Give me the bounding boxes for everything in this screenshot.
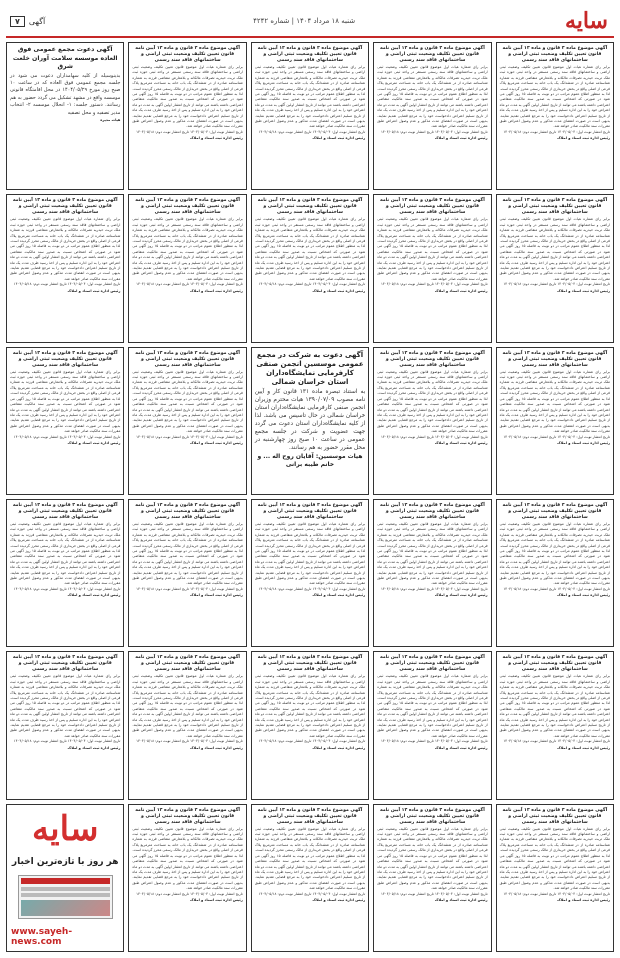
- land-registration-notice: [251, 42, 369, 190]
- featured-title: آگهی دعوت به شرکت در مجمع عمومی موسسین انجمن صنفی کارفرمایی نمایشگاه‌داران استان خراسان شمالی: [256, 350, 364, 386]
- notice-title: آگهی موضوع ماده ۳ قانون و ماده ۱۳ آیین نامه قانون تعیین تکلیف وضعیت ثبتی اراضی و ساختمانهای فاقد سند رسمی: [502, 350, 608, 368]
- notice-title: آگهی موضوع ماده ۳ قانون و ماده ۱۳ آیین نامه قانون تعیین تکلیف وضعیت ثبتی اراضی و ساختمانهای فاقد سند رسمی: [257, 655, 363, 673]
- notice-dates: تاریخ انتشار نوبت اول: ۱۴۰۴/۰۵/۰۴ تاریخ انتشار نوبت دوم: ۱۴۰۴/۰۵/۱۸: [503, 282, 610, 287]
- notice-dates: تاریخ انتشار نوبت اول: ۱۴۰۴/۰۵/۰۴ تاریخ انتشار نوبت دوم: ۱۴۰۴/۰۵/۱۸: [503, 586, 610, 591]
- newspaper-logo: سایه: [564, 8, 608, 34]
- notice-title: آگهی موضوع ماده ۳ قانون و ماده ۱۳ آیین نامه قانون تعیین تکلیف وضعیت ثبتی اراضی و ساختمانهای فاقد سند رسمی: [502, 807, 608, 825]
- land-registration-notice: [496, 499, 614, 647]
- land-registration-notice: [251, 499, 369, 647]
- notice-signer: رئیس اداره ثبت اسناد و املاک: [557, 593, 610, 598]
- land-registration-notice: [251, 651, 369, 799]
- notice-signer: رئیس اداره ثبت اسناد و املاک: [189, 745, 243, 750]
- assembly-notice: [6, 42, 124, 190]
- notice-body: برابر رای شماره هیات اول موضوع قانون تعیین تکلیف وضعیت ثبتی اراضی و ساختمانهای فاقد سند رسمی مستقر در واحد ثبتی حوزه ثبت ملک تربت حیدریه تصرفات مالکانه و بلامعارض متقاضی فرزند به شماره شناسنامه صادره از در ششدانگ یک باب خانه به مساحت مترمربع پلاک فرعی از اصلی واقع در بخش خریداری از مالک رسمی محرز گردیده است. لذا به منظور اطلاع عموم مراتب در دو نوبت به فاصله ۱۵ روز آگهی می شود در صورتی که اشخاص نسبت به صدور سند مالکیت متقاضی اعتراضی داشته باشند می توانند از تاریخ انتشار اولین آگهی به مدت دو ماه اعتراض خود را به این اداره تسلیم و پس از اخذ رسید ظرف مدت یک ماه از تاریخ تسلیم اعتراض دادخواست خود را به مرجع قضایی تقدیم نمایند. بدیهی است در صورت انقضای مدت مذکور و عدم وصول اعتراض طبق مقررات سند مالکیت صادر خواهد شد.: [10, 674, 121, 738]
- notice-body: برابر رای شماره هیات اول موضوع قانون تعیین تکلیف وضعیت ثبتی اراضی و ساختمانهای فاقد سند رسمی مستقر در واحد ثبتی حوزه ثبت ملک تربت حیدریه تصرفات مالکانه و بلامعارض متقاضی فرزند به شماره شناسنامه صادره از در ششدانگ یک باب خانه به مساحت مترمربع پلاک فرعی از اصلی واقع در بخش خریداری از مالک رسمی محرز گردیده است. لذا به منظور اطلاع عموم مراتب در دو نوبت به فاصله ۱۵ روز آگهی می شود در صورتی که اشخاص نسبت به صدور سند مالکیت متقاضی اعتراضی داشته باشند می توانند از تاریخ انتشار اولین آگهی به مدت دو ماه اعتراض خود را به این اداره تسلیم و پس از اخذ رسید ظرف مدت یک ماه از تاریخ تسلیم اعتراض دادخواست خود را به مرجع قضایی تقدیم نمایند. بدیهی است در صورت انقضای مدت مذکور و عدم وصول اعتراض طبق مقررات سند مالکیت صادر خواهد شد.: [377, 521, 488, 586]
- notice-title: آگهی موضوع ماده ۳ قانون و ماده ۱۳ آیین نامه قانون تعیین تکلیف وضعیت ثبتی اراضی و ساختمانهای فاقد سند رسمی: [380, 198, 485, 216]
- land-registration-notice: [128, 194, 246, 342]
- notice-signer: رئیس اداره ثبت اسناد و املاک: [189, 288, 243, 293]
- notice-signer: رئیس اداره ثبت اسناد و املاک: [312, 136, 366, 141]
- notice-dates: تاریخ انتشار نوبت اول: ۱۴۰۴/۰۵/۰۴ تاریخ انتشار نوبت دوم: ۱۴۰۴/۰۵/۱۸: [258, 282, 366, 287]
- land-registration-notice: [128, 804, 246, 952]
- notice-body: برابر رای شماره هیات اول موضوع قانون تعیین تکلیف وضعیت ثبتی اراضی و ساختمانهای فاقد سند رسمی مستقر در واحد ثبتی حوزه ثبت ملک تربت حیدریه تصرفات مالکانه و بلامعارض متقاضی فرزند به شماره شناسنامه صادره از در ششدانگ یک باب خانه به مساحت مترمربع پلاک فرعی از اصلی واقع در بخش خریداری از مالک رسمی محرز گردیده است. لذا به منظور اطلاع عموم مراتب در دو نوبت به فاصله ۱۵ روز آگهی می شود در صورتی که اشخاص نسبت به صدور سند مالکیت متقاضی اعتراضی داشته باشند می توانند از تاریخ انتشار اولین آگهی به مدت دو ماه اعتراض خود را به این اداره تسلیم و پس از اخذ رسید ظرف مدت یک ماه از تاریخ تسلیم اعتراض دادخواست خود را به مرجع قضایی تقدیم نمایند. بدیهی است در صورت انقضای مدت مذکور و عدم وصول اعتراض طبق مقررات سند مالکیت صادر خواهد شد.: [499, 369, 611, 434]
- page-label-box: [6, 16, 49, 27]
- notice-signer: رئیس اداره ثبت اسناد و املاک: [434, 136, 488, 141]
- notice-title: آگهی موضوع ماده ۳ قانون و ماده ۱۳ آیین نامه قانون تعیین تکلیف وضعیت ثبتی اراضی و ساختمانهای فاقد سند رسمی: [257, 46, 363, 63]
- notice-title: آگهی موضوع ماده ۳ قانون و ماده ۱۳ آیین نامه قانون تعیین تکلیف وضعیت ثبتی اراضی و ساختمانهای فاقد سند رسمی: [502, 502, 608, 520]
- notice-dates: تاریخ انتشار نوبت اول: ۱۴۰۴/۰۵/۰۴ تاریخ انتشار نوبت دوم: ۱۴۰۴/۰۵/۱۸: [136, 434, 243, 439]
- page-header: [6, 6, 614, 38]
- notice-dates: تاریخ انتشار نوبت اول: ۱۴۰۴/۰۵/۰۴ تاریخ انتشار نوبت دوم: ۱۴۰۴/۰۵/۱۸: [13, 739, 121, 744]
- notice-body: برابر رای شماره هیات اول موضوع قانون تعیین تکلیف وضعیت ثبتی اراضی و ساختمانهای فاقد سند رسمی مستقر در واحد ثبتی حوزه ثبت ملک تربت حیدریه تصرفات مالکانه و بلامعارض متقاضی فرزند به شماره شناسنامه صادره از در ششدانگ یک باب خانه به مساحت مترمربع پلاک فرعی از اصلی واقع در بخش خریداری از مالک رسمی محرز گردیده است. لذا به منظور اطلاع عموم مراتب در دو نوبت به فاصله ۱۵ روز آگهی می شود در صورتی که اشخاص نسبت به صدور سند مالکیت متقاضی اعتراضی داشته باشند می توانند از تاریخ انتشار اولین آگهی به مدت دو ماه اعتراض خود را به این اداره تسلیم و پس از اخذ رسید ظرف مدت یک ماه از تاریخ تسلیم اعتراض دادخواست خود را به مرجع قضایی تقدیم نمایند. بدیهی است در صورت انقضای مدت مذکور و عدم وصول اعتراض طبق مقررات سند مالکیت صادر خواهد شد.: [377, 217, 488, 281]
- notice-body: برابر رای شماره هیات اول موضوع قانون تعیین تکلیف وضعیت ثبتی اراضی و ساختمانهای فاقد سند رسمی مستقر در واحد ثبتی حوزه ثبت ملک تربت حیدریه تصرفات مالکانه و بلامعارض متقاضی فرزند به شماره شناسنامه صادره از در ششدانگ یک باب خانه به مساحت مترمربع پلاک فرعی از اصلی واقع در بخش خریداری از مالک رسمی محرز گردیده است. لذا به منظور اطلاع عموم مراتب در دو نوبت به فاصله ۱۵ روز آگهی می شود در صورتی که اشخاص نسبت به صدور سند مالکیت متقاضی اعتراضی داشته باشند می توانند از تاریخ انتشار اولین آگهی به مدت دو ماه اعتراض خود را به این اداره تسلیم و پس از اخذ رسید ظرف مدت یک ماه از تاریخ تسلیم اعتراض دادخواست خود را به مرجع قضایی تقدیم نمایند. بدیهی است در صورت انقضای مدت مذکور و عدم وصول اعتراض طبق مقررات سند مالکیت صادر خواهد شد.: [132, 369, 243, 434]
- land-registration-notice: [6, 651, 124, 799]
- land-registration-notice: [373, 499, 491, 647]
- sayeh-advertisement[interactable]: [6, 804, 124, 952]
- land-registration-notice: [128, 499, 246, 647]
- notice-title: آگهی موضوع ماده ۳ قانون و ماده ۱۳ آیین نامه قانون تعیین تکلیف وضعیت ثبتی اراضی و ساختمانهای فاقد سند رسمی: [257, 502, 363, 520]
- notice-body: برابر رای شماره هیات اول موضوع قانون تعیین تکلیف وضعیت ثبتی اراضی و ساختمانهای فاقد سند رسمی مستقر در واحد ثبتی حوزه ثبت ملک تربت حیدریه تصرفات مالکانه و بلامعارض متقاضی فرزند به شماره شناسنامه صادره از در ششدانگ یک باب خانه به مساحت مترمربع پلاک فرعی از اصلی واقع در بخش خریداری از مالک رسمی محرز گردیده است. لذا به منظور اطلاع عموم مراتب در دو نوبت به فاصله ۱۵ روز آگهی می شود در صورتی که اشخاص نسبت به صدور سند مالکیت متقاضی اعتراضی داشته باشند می توانند از تاریخ انتشار اولین آگهی به مدت دو ماه اعتراض خود را به این اداره تسلیم و پس از اخذ رسید ظرف مدت یک ماه از تاریخ تسلیم اعتراض دادخواست خود را به مرجع قضایی تقدیم نمایند. بدیهی است در صورت انقضای مدت مذکور و عدم وصول اعتراض طبق مقررات سند مالکیت صادر خواهد شد.: [377, 826, 488, 891]
- notice-title: آگهی موضوع ماده ۳ قانون و ماده ۱۳ آیین نامه قانون تعیین تکلیف وضعیت ثبتی اراضی و ساختمانهای فاقد سند رسمی: [135, 350, 240, 368]
- notice-title: آگهی موضوع ماده ۳ قانون و ماده ۱۳ آیین نامه قانون تعیین تکلیف وضعیت ثبتی اراضی و ساختمانهای فاقد سند رسمی: [257, 807, 363, 825]
- featured-notice: [251, 347, 369, 495]
- notice-dates: تاریخ انتشار نوبت اول: ۱۴۰۴/۰۵/۰۴ تاریخ انتشار نوبت دوم: ۱۴۰۴/۰۵/۱۸: [258, 891, 366, 896]
- featured-signers: هیات موسسین: آقایان روح اله ... و خانم طیبه برانی: [257, 452, 363, 468]
- notice-title: آگهی موضوع ماده ۳ قانون و ماده ۱۳ آیین نامه قانون تعیین تکلیف وضعیت ثبتی اراضی و ساختمانهای فاقد سند رسمی: [135, 46, 240, 63]
- notice-signer: رئیس اداره ثبت اسناد و املاک: [67, 593, 121, 598]
- notice-title: آگهی موضوع ماده ۳ قانون و ماده ۱۳ آیین نامه قانون تعیین تکلیف وضعیت ثبتی اراضی و ساختمانهای فاقد سند رسمی: [12, 198, 118, 216]
- notice-body: برابر رای شماره هیات اول موضوع قانون تعیین تکلیف وضعیت ثبتی اراضی و ساختمانهای فاقد سند رسمی مستقر در واحد ثبتی حوزه ثبت ملک تربت حیدریه تصرفات مالکانه و بلامعارض متقاضی فرزند به شماره شناسنامه صادره از در ششدانگ یک باب خانه به مساحت مترمربع پلاک فرعی از اصلی واقع در بخش خریداری از مالک رسمی محرز گردیده است. لذا به منظور اطلاع عموم مراتب در دو نوبت به فاصله ۱۵ روز آگهی می شود در صورتی که اشخاص نسبت به صدور سند مالکیت متقاضی اعتراضی داشته باشند می توانند از تاریخ انتشار اولین آگهی به مدت دو ماه اعتراض خود را به این اداره تسلیم و پس از اخذ رسید ظرف مدت یک ماه از تاریخ تسلیم اعتراض دادخواست خود را به مرجع قضایی تقدیم نمایند. بدیهی است در صورت انقضای مدت مذکور و عدم وصول اعتراض طبق مقررات سند مالکیت صادر خواهد شد.: [10, 217, 121, 281]
- land-registration-notice: [373, 651, 491, 799]
- notice-dates: تاریخ انتشار نوبت اول: ۱۴۰۴/۰۵/۰۴ تاریخ انتشار نوبت دوم: ۱۴۰۴/۰۵/۱۸: [380, 739, 488, 744]
- land-registration-notice: [251, 194, 369, 342]
- notice-body: برابر رای شماره هیات اول موضوع قانون تعیین تکلیف وضعیت ثبتی اراضی و ساختمانهای فاقد سند رسمی مستقر در واحد ثبتی حوزه ثبت ملک تربت حیدریه تصرفات مالکانه و بلامعارض متقاضی فرزند به شماره شناسنامه صادره از در ششدانگ یک باب خانه به مساحت مترمربع پلاک فرعی از اصلی واقع در بخش خریداری از مالک رسمی محرز گردیده است. لذا به منظور اطلاع عموم مراتب در دو نوبت به فاصله ۱۵ روز آگهی می شود در صورتی که اشخاص نسبت به صدور سند مالکیت متقاضی اعتراضی داشته باشند می توانند از تاریخ انتشار اولین آگهی به مدت دو ماه اعتراض خود را به این اداره تسلیم و پس از اخذ رسید ظرف مدت یک ماه از تاریخ تسلیم اعتراض دادخواست خود را به مرجع قضایی تقدیم نمایند. بدیهی است در صورت انقضای مدت مذکور و عدم وصول اعتراض طبق مقررات سند مالکیت صادر خواهد شد.: [254, 65, 366, 129]
- notice-dates: تاریخ انتشار نوبت اول: ۱۴۰۴/۰۵/۰۴ تاریخ انتشار نوبت دوم: ۱۴۰۴/۰۵/۱۸: [258, 586, 366, 591]
- notice-title: آگهی موضوع ماده ۳ قانون و ماده ۱۳ آیین نامه قانون تعیین تکلیف وضعیت ثبتی اراضی و ساختمانهای فاقد سند رسمی: [12, 655, 118, 673]
- notice-body: برابر رای شماره هیات اول موضوع قانون تعیین تکلیف وضعیت ثبتی اراضی و ساختمانهای فاقد سند رسمی مستقر در واحد ثبتی حوزه ثبت ملک تربت حیدریه تصرفات مالکانه و بلامعارض متقاضی فرزند به شماره شناسنامه صادره از در ششدانگ یک باب خانه به مساحت مترمربع پلاک فرعی از اصلی واقع در بخش خریداری از مالک رسمی محرز گردیده است. لذا به منظور اطلاع عموم مراتب در دو نوبت به فاصله ۱۵ روز آگهی می شود در صورتی که اشخاص نسبت به صدور سند مالکیت متقاضی اعتراضی داشته باشند می توانند از تاریخ انتشار اولین آگهی به مدت دو ماه اعتراض خود را به این اداره تسلیم و پس از اخذ رسید ظرف مدت یک ماه از تاریخ تسلیم اعتراض دادخواست خود را به مرجع قضایی تقدیم نمایند. بدیهی است در صورت انقضای مدت مذکور و عدم وصول اعتراض طبق مقررات سند مالکیت صادر خواهد شد.: [499, 521, 611, 586]
- ad-tagline: هر روز با تازه‌ترین اخبار: [11, 856, 119, 867]
- land-registration-notice: [496, 42, 614, 190]
- notice-signer: رئیس اداره ثبت اسناد و املاک: [312, 593, 366, 598]
- land-registration-notice: [6, 499, 124, 647]
- notice-dates: تاریخ انتشار نوبت اول: ۱۴۰۴/۰۵/۰۴ تاریخ انتشار نوبت دوم: ۱۴۰۴/۰۵/۱۸: [503, 739, 610, 744]
- notice-title: آگهی موضوع ماده ۳ قانون و ماده ۱۳ آیین نامه قانون تعیین تکلیف وضعیت ثبتی اراضی و ساختمانهای فاقد سند رسمی: [135, 502, 240, 520]
- land-registration-notice: [496, 347, 614, 495]
- notice-dates: تاریخ انتشار نوبت اول: ۱۴۰۴/۰۵/۰۴ تاریخ انتشار نوبت دوم: ۱۴۰۴/۰۵/۱۸: [136, 129, 243, 134]
- notice-dates: تاریخ انتشار نوبت اول: ۱۴۰۴/۰۵/۰۴ تاریخ انتشار نوبت دوم: ۱۴۰۴/۰۵/۱۸: [13, 434, 121, 439]
- notice-signer: رئیس اداره ثبت اسناد و املاک: [312, 288, 366, 293]
- page-number: ۷: [10, 16, 25, 27]
- ad-url[interactable]: www.sayeh-news.com: [11, 926, 73, 947]
- notice-dates: تاریخ انتشار نوبت اول: ۱۴۰۴/۰۵/۰۴ تاریخ انتشار نوبت دوم: ۱۴۰۴/۰۵/۱۸: [380, 891, 488, 896]
- land-registration-notice: [6, 194, 124, 342]
- notice-signer: رئیس اداره ثبت اسناد و املاک: [189, 593, 243, 598]
- notice-body: برابر رای شماره هیات اول موضوع قانون تعیین تکلیف وضعیت ثبتی اراضی و ساختمانهای فاقد سند رسمی مستقر در واحد ثبتی حوزه ثبت ملک تربت حیدریه تصرفات مالکانه و بلامعارض متقاضی فرزند به شماره شناسنامه صادره از در ششدانگ یک باب خانه به مساحت مترمربع پلاک فرعی از اصلی واقع در بخش خریداری از مالک رسمی محرز گردیده است. لذا به منظور اطلاع عموم مراتب در دو نوبت به فاصله ۱۵ روز آگهی می شود در صورتی که اشخاص نسبت به صدور سند مالکیت متقاضی اعتراضی داشته باشند می توانند از تاریخ انتشار اولین آگهی به مدت دو ماه اعتراض خود را به این اداره تسلیم و پس از اخذ رسید ظرف مدت یک ماه از تاریخ تسلیم اعتراض دادخواست خود را به مرجع قضایی تقدیم نمایند. بدیهی است در صورت انقضای مدت مذکور و عدم وصول اعتراض طبق مقررات سند مالکیت صادر خواهد شد.: [132, 217, 243, 281]
- assembly-title: آگهی دعوت مجمع عمومی فوق العاده موسسه سلامت آوران خلعت شرق: [12, 46, 118, 70]
- notice-body: برابر رای شماره هیات اول موضوع قانون تعیین تکلیف وضعیت ثبتی اراضی و ساختمانهای فاقد سند رسمی مستقر در واحد ثبتی حوزه ثبت ملک تربت حیدریه تصرفات مالکانه و بلامعارض متقاضی فرزند به شماره شناسنامه صادره از در ششدانگ یک باب خانه به مساحت مترمربع پلاک فرعی از اصلی واقع در بخش خریداری از مالک رسمی محرز گردیده است. لذا به منظور اطلاع عموم مراتب در دو نوبت به فاصله ۱۵ روز آگهی می شود در صورتی که اشخاص نسبت به صدور سند مالکیت متقاضی اعتراضی داشته باشند می توانند از تاریخ انتشار اولین آگهی به مدت دو ماه اعتراض خود را به این اداره تسلیم و پس از اخذ رسید ظرف مدت یک ماه از تاریخ تسلیم اعتراض دادخواست خود را به مرجع قضایی تقدیم نمایند. بدیهی است در صورت انقضای مدت مذکور و عدم وصول اعتراض طبق مقررات سند مالکیت صادر خواهد شد.: [377, 369, 488, 434]
- notice-body: برابر رای شماره هیات اول موضوع قانون تعیین تکلیف وضعیت ثبتی اراضی و ساختمانهای فاقد سند رسمی مستقر در واحد ثبتی حوزه ثبت ملک تربت حیدریه تصرفات مالکانه و بلامعارض متقاضی فرزند به شماره شناسنامه صادره از در ششدانگ یک باب خانه به مساحت مترمربع پلاک فرعی از اصلی واقع در بخش خریداری از مالک رسمی محرز گردیده است. لذا به منظور اطلاع عموم مراتب در دو نوبت به فاصله ۱۵ روز آگهی می شود در صورتی که اشخاص نسبت به صدور سند مالکیت متقاضی اعتراضی داشته باشند می توانند از تاریخ انتشار اولین آگهی به مدت دو ماه اعتراض خود را به این اداره تسلیم و پس از اخذ رسید ظرف مدت یک ماه از تاریخ تسلیم اعتراض دادخواست خود را به مرجع قضایی تقدیم نمایند. بدیهی است در صورت انقضای مدت مذکور و عدم وصول اعتراض طبق مقررات سند مالکیت صادر خواهد شد.: [499, 217, 611, 281]
- notice-dates: تاریخ انتشار نوبت اول: ۱۴۰۴/۰۵/۰۴ تاریخ انتشار نوبت دوم: ۱۴۰۴/۰۵/۱۸: [136, 282, 243, 287]
- notice-dates: تاریخ انتشار نوبت اول: ۱۴۰۴/۰۵/۰۴ تاریخ انتشار نوبت دوم: ۱۴۰۴/۰۵/۱۸: [136, 891, 243, 896]
- notice-title: آگهی موضوع ماده ۳ قانون و ماده ۱۳ آیین نامه قانون تعیین تکلیف وضعیت ثبتی اراضی و ساختمانهای فاقد سند رسمی: [380, 655, 485, 673]
- notice-title: آگهی موضوع ماده ۳ قانون و ماده ۱۳ آیین نامه قانون تعیین تکلیف وضعیت ثبتی اراضی و ساختمانهای فاقد سند رسمی: [135, 198, 240, 216]
- notice-dates: تاریخ انتشار نوبت اول: ۱۴۰۴/۰۵/۰۴ تاریخ انتشار نوبت دوم: ۱۴۰۴/۰۵/۱۸: [380, 586, 488, 591]
- ad-logo: سایه: [31, 808, 99, 849]
- notice-title: آگهی موضوع ماده ۳ قانون و ماده ۱۳ آیین نامه قانون تعیین تکلیف وضعیت ثبتی اراضی و ساختمانهای فاقد سند رسمی: [257, 198, 363, 216]
- notice-body: برابر رای شماره هیات اول موضوع قانون تعیین تکلیف وضعیت ثبتی اراضی و ساختمانهای فاقد سند رسمی مستقر در واحد ثبتی حوزه ثبت ملک تربت حیدریه تصرفات مالکانه و بلامعارض متقاضی فرزند به شماره شناسنامه صادره از در ششدانگ یک باب خانه به مساحت مترمربع پلاک فرعی از اصلی واقع در بخش خریداری از مالک رسمی محرز گردیده است. لذا به منظور اطلاع عموم مراتب در دو نوبت به فاصله ۱۵ روز آگهی می شود در صورتی که اشخاص نسبت به صدور سند مالکیت متقاضی اعتراضی داشته باشند می توانند از تاریخ انتشار اولین آگهی به مدت دو ماه اعتراض خود را به این اداره تسلیم و پس از اخذ رسید ظرف مدت یک ماه از تاریخ تسلیم اعتراض دادخواست خود را به مرجع قضایی تقدیم نمایند. بدیهی است در صورت انقضای مدت مذکور و عدم وصول اعتراض طبق مقررات سند مالکیت صادر خواهد شد.: [10, 369, 121, 434]
- notice-body: برابر رای شماره هیات اول موضوع قانون تعیین تکلیف وضعیت ثبتی اراضی و ساختمانهای فاقد سند رسمی مستقر در واحد ثبتی حوزه ثبت ملک تربت حیدریه تصرفات مالکانه و بلامعارض متقاضی فرزند به شماره شناسنامه صادره از در ششدانگ یک باب خانه به مساحت مترمربع پلاک فرعی از اصلی واقع در بخش خریداری از مالک رسمی محرز گردیده است. لذا به منظور اطلاع عموم مراتب در دو نوبت به فاصله ۱۵ روز آگهی می شود در صورتی که اشخاص نسبت به صدور سند مالکیت متقاضی اعتراضی داشته باشند می توانند از تاریخ انتشار اولین آگهی به مدت دو ماه اعتراض خود را به این اداره تسلیم و پس از اخذ رسید ظرف مدت یک ماه از تاریخ تسلیم اعتراض دادخواست خود را به مرجع قضایی تقدیم نمایند. بدیهی است در صورت انقضای مدت مذکور و عدم وصول اعتراض طبق مقررات سند مالکیت صادر خواهد شد.: [132, 826, 243, 891]
- notice-body: برابر رای شماره هیات اول موضوع قانون تعیین تکلیف وضعیت ثبتی اراضی و ساختمانهای فاقد سند رسمی مستقر در واحد ثبتی حوزه ثبت ملک تربت حیدریه تصرفات مالکانه و بلامعارض متقاضی فرزند به شماره شناسنامه صادره از در ششدانگ یک باب خانه به مساحت مترمربع پلاک فرعی از اصلی واقع در بخش خریداری از مالک رسمی محرز گردیده است. لذا به منظور اطلاع عموم مراتب در دو نوبت به فاصله ۱۵ روز آگهی می شود در صورتی که اشخاص نسبت به صدور سند مالکیت متقاضی اعتراضی داشته باشند می توانند از تاریخ انتشار اولین آگهی به مدت دو ماه اعتراض خود را به این اداره تسلیم و پس از اخذ رسید ظرف مدت یک ماه از تاریخ تسلیم اعتراض دادخواست خود را به مرجع قضایی تقدیم نمایند. بدیهی است در صورت انقضای مدت مذکور و عدم وصول اعتراض طبق مقررات سند مالکیت صادر خواهد شد.: [254, 826, 366, 891]
- notice-title: آگهی موضوع ماده ۳ قانون و ماده ۱۳ آیین نامه قانون تعیین تکلیف وضعیت ثبتی اراضی و ساختمانهای فاقد سند رسمی: [502, 655, 608, 673]
- notice-title: آگهی موضوع ماده ۳ قانون و ماده ۱۳ آیین نامه قانون تعیین تکلیف وضعیت ثبتی اراضی و ساختمانهای فاقد سند رسمی: [502, 198, 608, 216]
- notice-signer: رئیس اداره ثبت اسناد و املاک: [557, 745, 610, 750]
- land-registration-notice: [128, 42, 246, 190]
- notice-signer: رئیس اداره ثبت اسناد و املاک: [434, 593, 488, 598]
- land-registration-notice: [496, 194, 614, 342]
- notice-body: برابر رای شماره هیات اول موضوع قانون تعیین تکلیف وضعیت ثبتی اراضی و ساختمانهای فاقد سند رسمی مستقر در واحد ثبتی حوزه ثبت ملک تربت حیدریه تصرفات مالکانه و بلامعارض متقاضی فرزند به شماره شناسنامه صادره از در ششدانگ یک باب خانه به مساحت مترمربع پلاک فرعی از اصلی واقع در بخش خریداری از مالک رسمی محرز گردیده است. لذا به منظور اطلاع عموم مراتب در دو نوبت به فاصله ۱۵ روز آگهی می شود در صورتی که اشخاص نسبت به صدور سند مالکیت متقاضی اعتراضی داشته باشند می توانند از تاریخ انتشار اولین آگهی به مدت دو ماه اعتراض خود را به این اداره تسلیم و پس از اخذ رسید ظرف مدت یک ماه از تاریخ تسلیم اعتراض دادخواست خود را به مرجع قضایی تقدیم نمایند. بدیهی است در صورت انقضای مدت مذکور و عدم وصول اعتراض طبق مقررات سند مالکیت صادر خواهد شد.: [377, 65, 488, 129]
- land-registration-notice: [128, 347, 246, 495]
- notice-dates: تاریخ انتشار نوبت اول: ۱۴۰۴/۰۵/۰۴ تاریخ انتشار نوبت دوم: ۱۴۰۴/۰۵/۱۸: [503, 129, 610, 134]
- notice-dates: تاریخ انتشار نوبت اول: ۱۴۰۴/۰۵/۰۴ تاریخ انتشار نوبت دوم: ۱۴۰۴/۰۵/۱۸: [258, 129, 366, 134]
- notice-title: آگهی موضوع ماده ۳ قانون و ماده ۱۳ آیین نامه قانون تعیین تکلیف وضعیت ثبتی اراضی و ساختمانهای فاقد سند رسمی: [380, 502, 485, 520]
- notice-dates: تاریخ انتشار نوبت اول: ۱۴۰۴/۰۵/۰۴ تاریخ انتشار نوبت دوم: ۱۴۰۴/۰۵/۱۸: [503, 891, 610, 896]
- notice-body: برابر رای شماره هیات اول موضوع قانون تعیین تکلیف وضعیت ثبتی اراضی و ساختمانهای فاقد سند رسمی مستقر در واحد ثبتی حوزه ثبت ملک تربت حیدریه تصرفات مالکانه و بلامعارض متقاضی فرزند به شماره شناسنامه صادره از در ششدانگ یک باب خانه به مساحت مترمربع پلاک فرعی از اصلی واقع در بخش خریداری از مالک رسمی محرز گردیده است. لذا به منظور اطلاع عموم مراتب در دو نوبت به فاصله ۱۵ روز آگهی می شود در صورتی که اشخاص نسبت به صدور سند مالکیت متقاضی اعتراضی داشته باشند می توانند از تاریخ انتشار اولین آگهی به مدت دو ماه اعتراض خود را به این اداره تسلیم و پس از اخذ رسید ظرف مدت یک ماه از تاریخ تسلیم اعتراض دادخواست خود را به مرجع قضایی تقدیم نمایند. بدیهی است در صورت انقضای مدت مذکور و عدم وصول اعتراض طبق مقررات سند مالکیت صادر خواهد شد.: [377, 674, 488, 738]
- notice-signer: رئیس اداره ثبت اسناد و املاک: [434, 897, 488, 902]
- notice-signer: رئیس اداره ثبت اسناد و املاک: [67, 745, 121, 750]
- notice-title: آگهی موضوع ماده ۳ قانون و ماده ۱۳ آیین نامه قانون تعیین تکلیف وضعیت ثبتی اراضی و ساختمانهای فاقد سند رسمی: [12, 350, 118, 368]
- notice-dates: تاریخ انتشار نوبت اول: ۱۴۰۴/۰۵/۰۴ تاریخ انتشار نوبت دوم: ۱۴۰۴/۰۵/۱۸: [258, 739, 366, 744]
- notices-grid: [6, 42, 614, 952]
- page-label: آگهی: [28, 16, 46, 26]
- land-registration-notice: [373, 194, 491, 342]
- notice-dates: تاریخ انتشار نوبت اول: ۱۴۰۴/۰۵/۰۴ تاریخ انتشار نوبت دوم: ۱۴۰۴/۰۵/۱۸: [13, 586, 121, 591]
- newspaper-image: [18, 875, 113, 919]
- land-registration-notice: [496, 804, 614, 952]
- notice-dates: تاریخ انتشار نوبت اول: ۱۴۰۴/۰۵/۰۴ تاریخ انتشار نوبت دوم: ۱۴۰۴/۰۵/۱۸: [380, 129, 488, 134]
- notice-signer: رئیس اداره ثبت اسناد و املاک: [434, 440, 488, 445]
- assembly-body: بدینوسیله از کلیه سهامداران دعوت می شود در جلسه مجمع عمومی فوق العاده که در ساعت ۱۰ صبح روز مورخ ۱۴۰۴/۰۵/۲۹ در محل اقامتگاه قانونی موسسه واقع در مشهد تشکیل می گردد حضور به هم رسانند. دستور جلسه: ۱- انحلال موسسه ۲- انتخاب مدیر تصفیه و محل تصفیه: [10, 72, 121, 116]
- notice-body: برابر رای شماره هیات اول موضوع قانون تعیین تکلیف وضعیت ثبتی اراضی و ساختمانهای فاقد سند رسمی مستقر در واحد ثبتی حوزه ثبت ملک تربت حیدریه تصرفات مالکانه و بلامعارض متقاضی فرزند به شماره شناسنامه صادره از در ششدانگ یک باب خانه به مساحت مترمربع پلاک فرعی از اصلی واقع در بخش خریداری از مالک رسمی محرز گردیده است. لذا به منظور اطلاع عموم مراتب در دو نوبت به فاصله ۱۵ روز آگهی می شود در صورتی که اشخاص نسبت به صدور سند مالکیت متقاضی اعتراضی داشته باشند می توانند از تاریخ انتشار اولین آگهی به مدت دو ماه اعتراض خود را به این اداره تسلیم و پس از اخذ رسید ظرف مدت یک ماه از تاریخ تسلیم اعتراض دادخواست خود را به مرجع قضایی تقدیم نمایند. بدیهی است در صورت انقضای مدت مذکور و عدم وصول اعتراض طبق مقررات سند مالکیت صادر خواهد شد.: [254, 674, 366, 738]
- notice-dates: تاریخ انتشار نوبت اول: ۱۴۰۴/۰۵/۰۴ تاریخ انتشار نوبت دوم: ۱۴۰۴/۰۵/۱۸: [136, 739, 243, 744]
- notice-signer: رئیس اداره ثبت اسناد و املاک: [67, 288, 121, 293]
- notice-signer: رئیس اداره ثبت اسناد و املاک: [557, 897, 610, 902]
- notice-dates: تاریخ انتشار نوبت اول: ۱۴۰۴/۰۵/۰۴ تاریخ انتشار نوبت دوم: ۱۴۰۴/۰۵/۱۸: [503, 434, 610, 439]
- notice-body: برابر رای شماره هیات اول موضوع قانون تعیین تکلیف وضعیت ثبتی اراضی و ساختمانهای فاقد سند رسمی مستقر در واحد ثبتی حوزه ثبت ملک تربت حیدریه تصرفات مالکانه و بلامعارض متقاضی فرزند به شماره شناسنامه صادره از در ششدانگ یک باب خانه به مساحت مترمربع پلاک فرعی از اصلی واقع در بخش خریداری از مالک رسمی محرز گردیده است. لذا به منظور اطلاع عموم مراتب در دو نوبت به فاصله ۱۵ روز آگهی می شود در صورتی که اشخاص نسبت به صدور سند مالکیت متقاضی اعتراضی داشته باشند می توانند از تاریخ انتشار اولین آگهی به مدت دو ماه اعتراض خود را به این اداره تسلیم و پس از اخذ رسید ظرف مدت یک ماه از تاریخ تسلیم اعتراض دادخواست خود را به مرجع قضایی تقدیم نمایند. بدیهی است در صورت انقضای مدت مذکور و عدم وصول اعتراض طبق مقررات سند مالکیت صادر خواهد شد.: [499, 826, 611, 891]
- notice-dates: تاریخ انتشار نوبت اول: ۱۴۰۴/۰۵/۰۴ تاریخ انتشار نوبت دوم: ۱۴۰۴/۰۵/۱۸: [380, 282, 488, 287]
- land-registration-notice: [373, 347, 491, 495]
- notice-body: برابر رای شماره هیات اول موضوع قانون تعیین تکلیف وضعیت ثبتی اراضی و ساختمانهای فاقد سند رسمی مستقر در واحد ثبتی حوزه ثبت ملک تربت حیدریه تصرفات مالکانه و بلامعارض متقاضی فرزند به شماره شناسنامه صادره از در ششدانگ یک باب خانه به مساحت مترمربع پلاک فرعی از اصلی واقع در بخش خریداری از مالک رسمی محرز گردیده است. لذا به منظور اطلاع عموم مراتب در دو نوبت به فاصله ۱۵ روز آگهی می شود در صورتی که اشخاص نسبت به صدور سند مالکیت متقاضی اعتراضی داشته باشند می توانند از تاریخ انتشار اولین آگهی به مدت دو ماه اعتراض خود را به این اداره تسلیم و پس از اخذ رسید ظرف مدت یک ماه از تاریخ تسلیم اعتراض دادخواست خود را به مرجع قضایی تقدیم نمایند. بدیهی است در صورت انقضای مدت مذکور و عدم وصول اعتراض طبق مقررات سند مالکیت صادر خواهد شد.: [132, 674, 243, 738]
- notice-signer: رئیس اداره ثبت اسناد و املاک: [312, 745, 366, 750]
- notice-title: آگهی موضوع ماده ۳ قانون و ماده ۱۳ آیین نامه قانون تعیین تکلیف وضعیت ثبتی اراضی و ساختمانهای فاقد سند رسمی: [135, 655, 240, 673]
- notice-signer: رئیس اداره ثبت اسناد و املاک: [557, 288, 610, 293]
- notice-signer: رئیس اداره ثبت اسناد و املاک: [557, 440, 610, 445]
- land-registration-notice: [128, 651, 246, 799]
- notice-title: آگهی موضوع ماده ۳ قانون و ماده ۱۳ آیین نامه قانون تعیین تکلیف وضعیت ثبتی اراضی و ساختمانهای فاقد سند رسمی: [135, 807, 240, 825]
- notice-body: برابر رای شماره هیات اول موضوع قانون تعیین تکلیف وضعیت ثبتی اراضی و ساختمانهای فاقد سند رسمی مستقر در واحد ثبتی حوزه ثبت ملک تربت حیدریه تصرفات مالکانه و بلامعارض متقاضی فرزند به شماره شناسنامه صادره از در ششدانگ یک باب خانه به مساحت مترمربع پلاک فرعی از اصلی واقع در بخش خریداری از مالک رسمی محرز گردیده است. لذا به منظور اطلاع عموم مراتب در دو نوبت به فاصله ۱۵ روز آگهی می شود در صورتی که اشخاص نسبت به صدور سند مالکیت متقاضی اعتراضی داشته باشند می توانند از تاریخ انتشار اولین آگهی به مدت دو ماه اعتراض خود را به این اداره تسلیم و پس از اخذ رسید ظرف مدت یک ماه از تاریخ تسلیم اعتراض دادخواست خود را به مرجع قضایی تقدیم نمایند. بدیهی است در صورت انقضای مدت مذکور و عدم وصول اعتراض طبق مقررات سند مالکیت صادر خواهد شد.: [254, 217, 366, 281]
- notice-title: آگهی موضوع ماده ۳ قانون و ماده ۱۳ آیین نامه قانون تعیین تکلیف وضعیت ثبتی اراضی و ساختمانهای فاقد سند رسمی: [12, 502, 118, 520]
- land-registration-notice: [6, 347, 124, 495]
- notice-title: آگهی موضوع ماده ۳ قانون و ماده ۱۳ آیین نامه قانون تعیین تکلیف وضعیت ثبتی اراضی و ساختمانهای فاقد سند رسمی: [380, 46, 485, 63]
- issue-line: شنبه ۱۸ مرداد ۱۴۰۴ | شماره ۴۲۴۲: [253, 17, 356, 25]
- notice-dates: تاریخ انتشار نوبت اول: ۱۴۰۴/۰۵/۰۴ تاریخ انتشار نوبت دوم: ۱۴۰۴/۰۵/۱۸: [13, 282, 121, 287]
- notice-signer: رئیس اداره ثبت اسناد و املاک: [189, 440, 243, 445]
- notice-body: برابر رای شماره هیات اول موضوع قانون تعیین تکلیف وضعیت ثبتی اراضی و ساختمانهای فاقد سند رسمی مستقر در واحد ثبتی حوزه ثبت ملک تربت حیدریه تصرفات مالکانه و بلامعارض متقاضی فرزند به شماره شناسنامه صادره از در ششدانگ یک باب خانه به مساحت مترمربع پلاک فرعی از اصلی واقع در بخش خریداری از مالک رسمی محرز گردیده است. لذا به منظور اطلاع عموم مراتب در دو نوبت به فاصله ۱۵ روز آگهی می شود در صورتی که اشخاص نسبت به صدور سند مالکیت متقاضی اعتراضی داشته باشند می توانند از تاریخ انتشار اولین آگهی به مدت دو ماه اعتراض خود را به این اداره تسلیم و پس از اخذ رسید ظرف مدت یک ماه از تاریخ تسلیم اعتراض دادخواست خود را به مرجع قضایی تقدیم نمایند. بدیهی است در صورت انقضای مدت مذکور و عدم وصول اعتراض طبق مقررات سند مالکیت صادر خواهد شد.: [132, 65, 243, 129]
- assembly-signer: هیات مدیره: [100, 117, 121, 122]
- notice-body: برابر رای شماره هیات اول موضوع قانون تعیین تکلیف وضعیت ثبتی اراضی و ساختمانهای فاقد سند رسمی مستقر در واحد ثبتی حوزه ثبت ملک تربت حیدریه تصرفات مالکانه و بلامعارض متقاضی فرزند به شماره شناسنامه صادره از در ششدانگ یک باب خانه به مساحت مترمربع پلاک فرعی از اصلی واقع در بخش خریداری از مالک رسمی محرز گردیده است. لذا به منظور اطلاع عموم مراتب در دو نوبت به فاصله ۱۵ روز آگهی می شود در صورتی که اشخاص نسبت به صدور سند مالکیت متقاضی اعتراضی داشته باشند می توانند از تاریخ انتشار اولین آگهی به مدت دو ماه اعتراض خود را به این اداره تسلیم و پس از اخذ رسید ظرف مدت یک ماه از تاریخ تسلیم اعتراض دادخواست خود را به مرجع قضایی تقدیم نمایند. بدیهی است در صورت انقضای مدت مذکور و عدم وصول اعتراض طبق مقررات سند مالکیت صادر خواهد شد.: [499, 65, 611, 129]
- notice-signer: رئیس اداره ثبت اسناد و املاک: [312, 897, 366, 902]
- land-registration-notice: [373, 804, 491, 952]
- notice-dates: تاریخ انتشار نوبت اول: ۱۴۰۴/۰۵/۰۴ تاریخ انتشار نوبت دوم: ۱۴۰۴/۰۵/۱۸: [136, 586, 243, 591]
- notice-body: برابر رای شماره هیات اول موضوع قانون تعیین تکلیف وضعیت ثبتی اراضی و ساختمانهای فاقد سند رسمی مستقر در واحد ثبتی حوزه ثبت ملک تربت حیدریه تصرفات مالکانه و بلامعارض متقاضی فرزند به شماره شناسنامه صادره از در ششدانگ یک باب خانه به مساحت مترمربع پلاک فرعی از اصلی واقع در بخش خریداری از مالک رسمی محرز گردیده است. لذا به منظور اطلاع عموم مراتب در دو نوبت به فاصله ۱۵ روز آگهی می شود در صورتی که اشخاص نسبت به صدور سند مالکیت متقاضی اعتراضی داشته باشند می توانند از تاریخ انتشار اولین آگهی به مدت دو ماه اعتراض خود را به این اداره تسلیم و پس از اخذ رسید ظرف مدت یک ماه از تاریخ تسلیم اعتراض دادخواست خود را به مرجع قضایی تقدیم نمایند. بدیهی است در صورت انقضای مدت مذکور و عدم وصول اعتراض طبق مقررات سند مالکیت صادر خواهد شد.: [254, 521, 366, 586]
- notice-signer: رئیس اداره ثبت اسناد و املاک: [189, 136, 243, 141]
- land-registration-notice: [251, 804, 369, 952]
- notice-dates: تاریخ انتشار نوبت اول: ۱۴۰۴/۰۵/۰۴ تاریخ انتشار نوبت دوم: ۱۴۰۴/۰۵/۱۸: [380, 434, 488, 439]
- featured-body: به استناد تبصره ماده ۱۳۱ قانون کار و آیین نامه مصوب ۱۳۹۰/۰۷/۰۹ هیات محترم وزیران انجمن صنفی کارفرمایی نمایشگاه‌داران استان خراسان شمالی در حال تاسیس می باشد. لذا از کلیه نمایشگاه‌داران استان دعوت می گردد جهت عضویت و شرکت در جلسه مجمع عمومی در ساعت ۱۰ صبح روز چهارشنبه در محل مقرر حضور به هم رسانند.: [254, 388, 366, 451]
- notice-signer: رئیس اداره ثبت اسناد و املاک: [67, 440, 121, 445]
- notice-body: برابر رای شماره هیات اول موضوع قانون تعیین تکلیف وضعیت ثبتی اراضی و ساختمانهای فاقد سند رسمی مستقر در واحد ثبتی حوزه ثبت ملک تربت حیدریه تصرفات مالکانه و بلامعارض متقاضی فرزند به شماره شناسنامه صادره از در ششدانگ یک باب خانه به مساحت مترمربع پلاک فرعی از اصلی واقع در بخش خریداری از مالک رسمی محرز گردیده است. لذا به منظور اطلاع عموم مراتب در دو نوبت به فاصله ۱۵ روز آگهی می شود در صورتی که اشخاص نسبت به صدور سند مالکیت متقاضی اعتراضی داشته باشند می توانند از تاریخ انتشار اولین آگهی به مدت دو ماه اعتراض خود را به این اداره تسلیم و پس از اخذ رسید ظرف مدت یک ماه از تاریخ تسلیم اعتراض دادخواست خود را به مرجع قضایی تقدیم نمایند. بدیهی است در صورت انقضای مدت مذکور و عدم وصول اعتراض طبق مقررات سند مالکیت صادر خواهد شد.: [499, 674, 611, 738]
- notice-title: آگهی موضوع ماده ۳ قانون و ماده ۱۳ آیین نامه قانون تعیین تکلیف وضعیت ثبتی اراضی و ساختمانهای فاقد سند رسمی: [502, 46, 608, 63]
- land-registration-notice: [373, 42, 491, 190]
- notice-signer: رئیس اداره ثبت اسناد و املاک: [557, 136, 610, 141]
- notice-body: برابر رای شماره هیات اول موضوع قانون تعیین تکلیف وضعیت ثبتی اراضی و ساختمانهای فاقد سند رسمی مستقر در واحد ثبتی حوزه ثبت ملک تربت حیدریه تصرفات مالکانه و بلامعارض متقاضی فرزند به شماره شناسنامه صادره از در ششدانگ یک باب خانه به مساحت مترمربع پلاک فرعی از اصلی واقع در بخش خریداری از مالک رسمی محرز گردیده است. لذا به منظور اطلاع عموم مراتب در دو نوبت به فاصله ۱۵ روز آگهی می شود در صورتی که اشخاص نسبت به صدور سند مالکیت متقاضی اعتراضی داشته باشند می توانند از تاریخ انتشار اولین آگهی به مدت دو ماه اعتراض خود را به این اداره تسلیم و پس از اخذ رسید ظرف مدت یک ماه از تاریخ تسلیم اعتراض دادخواست خود را به مرجع قضایی تقدیم نمایند. بدیهی است در صورت انقضای مدت مذکور و عدم وصول اعتراض طبق مقررات سند مالکیت صادر خواهد شد.: [132, 521, 243, 586]
- notice-signer: رئیس اداره ثبت اسناد و املاک: [189, 897, 243, 902]
- land-registration-notice: [496, 651, 614, 799]
- notice-body: برابر رای شماره هیات اول موضوع قانون تعیین تکلیف وضعیت ثبتی اراضی و ساختمانهای فاقد سند رسمی مستقر در واحد ثبتی حوزه ثبت ملک تربت حیدریه تصرفات مالکانه و بلامعارض متقاضی فرزند به شماره شناسنامه صادره از در ششدانگ یک باب خانه به مساحت مترمربع پلاک فرعی از اصلی واقع در بخش خریداری از مالک رسمی محرز گردیده است. لذا به منظور اطلاع عموم مراتب در دو نوبت به فاصله ۱۵ روز آگهی می شود در صورتی که اشخاص نسبت به صدور سند مالکیت متقاضی اعتراضی داشته باشند می توانند از تاریخ انتشار اولین آگهی به مدت دو ماه اعتراض خود را به این اداره تسلیم و پس از اخذ رسید ظرف مدت یک ماه از تاریخ تسلیم اعتراض دادخواست خود را به مرجع قضایی تقدیم نمایند. بدیهی است در صورت انقضای مدت مذکور و عدم وصول اعتراض طبق مقررات سند مالکیت صادر خواهد شد.: [10, 521, 121, 586]
- notice-signer: رئیس اداره ثبت اسناد و املاک: [434, 745, 488, 750]
- notice-signer: رئیس اداره ثبت اسناد و املاک: [434, 288, 488, 293]
- notice-title: آگهی موضوع ماده ۳ قانون و ماده ۱۳ آیین نامه قانون تعیین تکلیف وضعیت ثبتی اراضی و ساختمانهای فاقد سند رسمی: [380, 807, 485, 825]
- notice-title: آگهی موضوع ماده ۳ قانون و ماده ۱۳ آیین نامه قانون تعیین تکلیف وضعیت ثبتی اراضی و ساختمانهای فاقد سند رسمی: [380, 350, 485, 368]
